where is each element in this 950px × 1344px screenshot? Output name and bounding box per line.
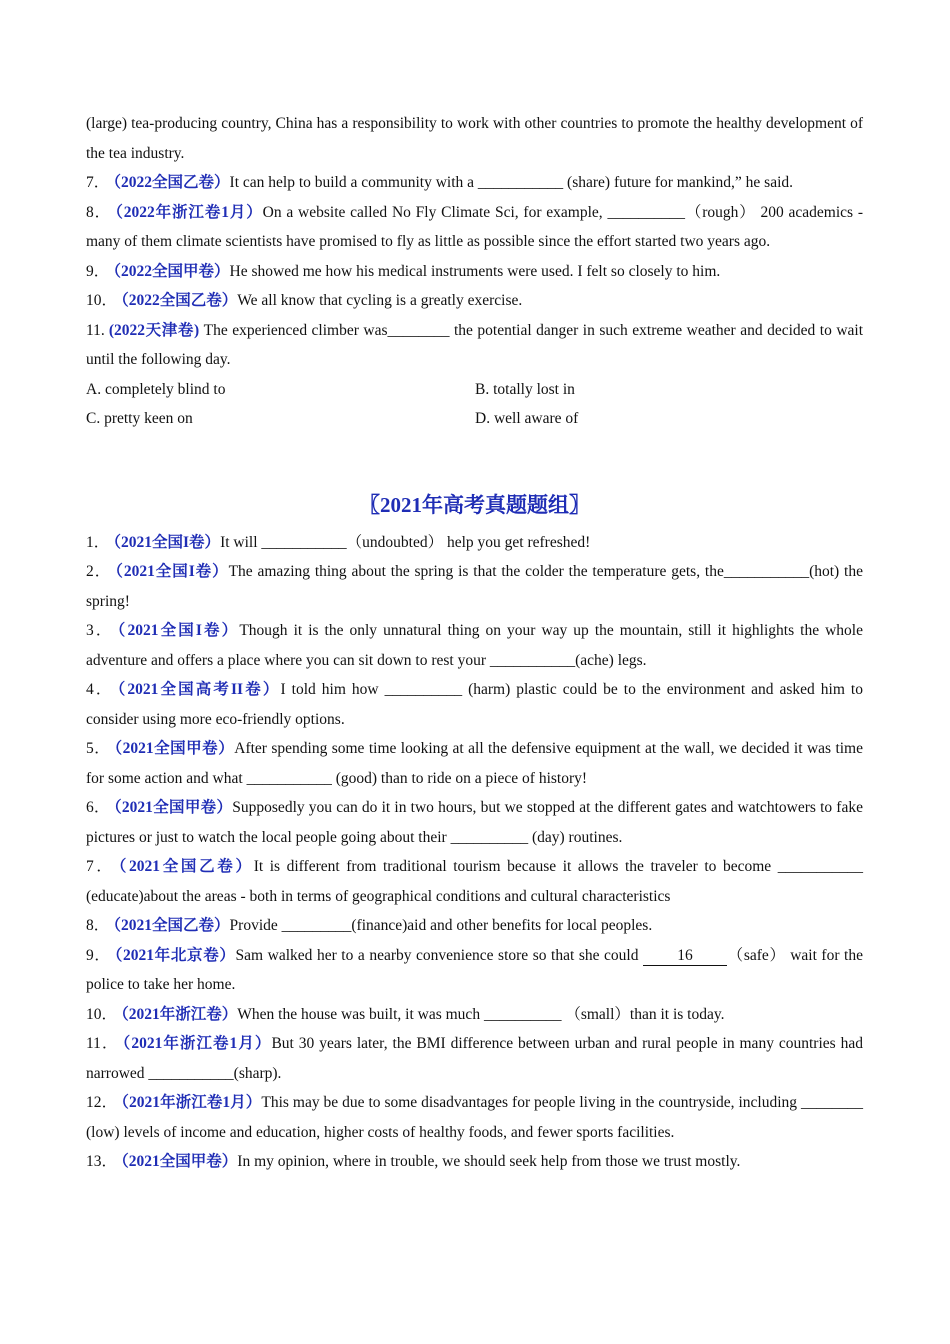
question-source: （2021年北京卷） xyxy=(114,946,236,964)
question-number: 11． xyxy=(86,1035,119,1052)
question-source: （2022全国甲卷） xyxy=(113,262,230,280)
question-text: (low) levels of income and education, higher costs of healthy foods, and fewer sports facilities. xyxy=(86,1123,675,1141)
answer-blank: ___________ xyxy=(261,533,347,551)
question-item xyxy=(86,286,863,316)
question-continuation xyxy=(86,109,863,168)
question-text: When the house was built, it was much xyxy=(237,1005,484,1023)
question-item xyxy=(86,557,863,616)
answer-blank: __________ xyxy=(483,1005,562,1023)
question-source: （2022全国乙卷） xyxy=(121,292,238,309)
option-a: A. completely blind to xyxy=(86,380,226,398)
answer-blank: __________ xyxy=(607,203,685,221)
question-text: After spending some time looking at all the defensive equipment at the wall, we decided it was time for some action and what xyxy=(86,740,863,787)
question-item xyxy=(86,911,863,941)
question-text: （safe） wait for the police to take her home. xyxy=(86,946,863,993)
question-number: 10． xyxy=(86,1005,118,1023)
question-source: (2022天津卷) xyxy=(108,321,200,339)
question-item xyxy=(86,1029,863,1088)
answer-blank: ___________ xyxy=(723,563,810,580)
question-number: 5． xyxy=(86,740,111,757)
question-text: On a website called No Fly Climate Sci, for example, xyxy=(262,203,608,221)
question-text: Provide xyxy=(229,917,282,934)
question-source: （2021全国I卷） xyxy=(115,563,229,580)
question-text: (finance)aid and other benefits for local peoples. xyxy=(351,917,653,934)
answer-blank: ___________ xyxy=(246,769,332,787)
question-source: （2021全国甲卷） xyxy=(113,799,233,816)
question-text: (good) than to ride on a piece of history! xyxy=(331,769,588,787)
question-source: （2021全国高考II卷） xyxy=(117,681,281,698)
question-number: 3． xyxy=(86,622,114,639)
question-text: （rough） 200 academics - many of them climate scientists have promised to fly as little as possible since the effort started two years ago. xyxy=(86,203,863,250)
answer-blank: __________ xyxy=(450,828,529,846)
answer-blank: ________ xyxy=(801,1094,863,1111)
answer-blank: ___________ xyxy=(489,651,576,669)
answer-blank: _________ xyxy=(281,917,352,934)
question-item xyxy=(86,734,863,793)
question-item xyxy=(86,616,863,675)
question-text: (harm) plastic could be to the environment and asked him to consider using more eco-friendly options. xyxy=(86,681,863,728)
question-text: It can help to build a community with a xyxy=(229,174,478,191)
question-text: (large) tea-producing country, China has a responsibility to work with other countries to promote the healthy development of the tea industry. xyxy=(86,115,863,162)
question-item xyxy=(86,528,863,558)
question-text: I told him how xyxy=(280,681,385,698)
question-text: （small）than it is today. xyxy=(561,1005,725,1023)
question-source: （2021年浙江卷1月） xyxy=(122,1035,272,1052)
question-text: (ache) legs. xyxy=(575,651,647,669)
question-item xyxy=(86,793,863,852)
question-source: （2021全国甲卷） xyxy=(114,740,235,757)
question-number: 11. xyxy=(86,321,105,339)
question-item xyxy=(86,257,863,287)
question-number: 1． xyxy=(86,533,110,551)
question-source: （2021全国甲卷） xyxy=(121,1153,238,1170)
option-d: D. well aware of xyxy=(475,410,579,427)
question-text: (hot) the spring! xyxy=(86,563,863,610)
question-number: 7． xyxy=(86,174,110,191)
question-item xyxy=(86,1000,863,1030)
question-item xyxy=(86,168,863,198)
question-item xyxy=(86,198,863,257)
question-item xyxy=(86,316,863,375)
answer-blank: 16 xyxy=(643,947,727,966)
question-item xyxy=(86,675,863,734)
question-source: （2022年浙江卷1月） xyxy=(115,203,263,221)
question-text: the potential danger in such extreme weather and decided to wait until the following day. xyxy=(86,321,864,368)
answer-blank: ___________ xyxy=(477,174,564,191)
question-text: Sam walked her to a nearby convenience store so that she could xyxy=(235,946,644,964)
question-text: This may be due to some disadvantages for people living in the countryside, including xyxy=(261,1094,801,1111)
question-number: 4． xyxy=(86,681,114,698)
question-source: （2022全国乙卷） xyxy=(113,174,230,191)
question-number: 12． xyxy=(86,1094,118,1111)
question-number: 8． xyxy=(86,203,112,221)
question-text: But 30 years later, the BMI difference between urban and rural people in many countries had narrowed xyxy=(86,1035,863,1082)
question-source: （2021全国乙卷） xyxy=(118,858,254,875)
question-text: The amazing thing about the spring is that the colder the temperature gets, the xyxy=(228,563,724,580)
answer-blank: ________ xyxy=(387,321,450,339)
question-item xyxy=(86,1088,863,1147)
question-number: 9． xyxy=(86,946,111,964)
question-source: （2021年浙江卷1月） xyxy=(121,1094,262,1111)
question-number: 7． xyxy=(86,858,115,875)
option-b: B. totally lost in xyxy=(475,380,575,398)
question-item xyxy=(86,852,863,911)
question-text: Supposedly you can do it in two hours, but we stopped at the different gates and watchtowers to fake pictures or just to watch the local people going about their xyxy=(86,799,863,846)
section-title: 〖2021年高考真题题组〗 xyxy=(359,492,590,517)
question-number: 13． xyxy=(86,1153,118,1170)
question-source: （2021全国I卷） xyxy=(113,533,221,551)
question-source: （2021全国I卷） xyxy=(117,622,240,639)
question-number: 8． xyxy=(86,917,110,934)
question-item xyxy=(86,1147,863,1177)
question-text: The experienced climber was xyxy=(203,321,388,339)
question-number: 9． xyxy=(86,262,110,280)
question-text: We all know that cycling is a greatly exercise. xyxy=(237,292,523,309)
question-text: It will xyxy=(220,533,262,551)
question-number: 2． xyxy=(86,563,112,580)
question-text: In my opinion, where in trouble, we should seek help from those we trust mostly. xyxy=(237,1153,741,1170)
document-content xyxy=(86,109,863,1177)
question-text: (educate)about the areas - both in terms of geographical conditions and cultural characteristics xyxy=(86,887,671,905)
answer-blank: ___________ xyxy=(148,1064,234,1082)
answer-blank: ___________ xyxy=(777,858,863,875)
question-source: （2021全国乙卷） xyxy=(113,917,230,934)
answer-options xyxy=(86,375,863,434)
question-item xyxy=(86,941,863,1000)
question-text: (share) future for mankind,” he said. xyxy=(563,174,794,191)
question-text: (sharp). xyxy=(233,1064,282,1082)
question-number: 10． xyxy=(86,292,118,309)
option-c: C. pretty keen on xyxy=(86,410,193,427)
question-number: 6． xyxy=(86,799,110,816)
question-text: It is different from traditional tourism because it allows the traveler to become xyxy=(253,858,778,875)
question-text: (day) routines. xyxy=(528,828,623,846)
question-source: （2021年浙江卷） xyxy=(121,1005,238,1023)
answer-blank: __________ xyxy=(384,681,463,698)
question-text: He showed me how his medical instruments were used. I felt so closely to him. xyxy=(229,262,721,280)
question-text: Though it is the only unnatural thing on your way up the mountain, still it highlights the whole adventure and offers a place where you can sit down to rest your xyxy=(86,622,863,669)
question-text: （undoubted） help you get refreshed! xyxy=(346,533,591,551)
